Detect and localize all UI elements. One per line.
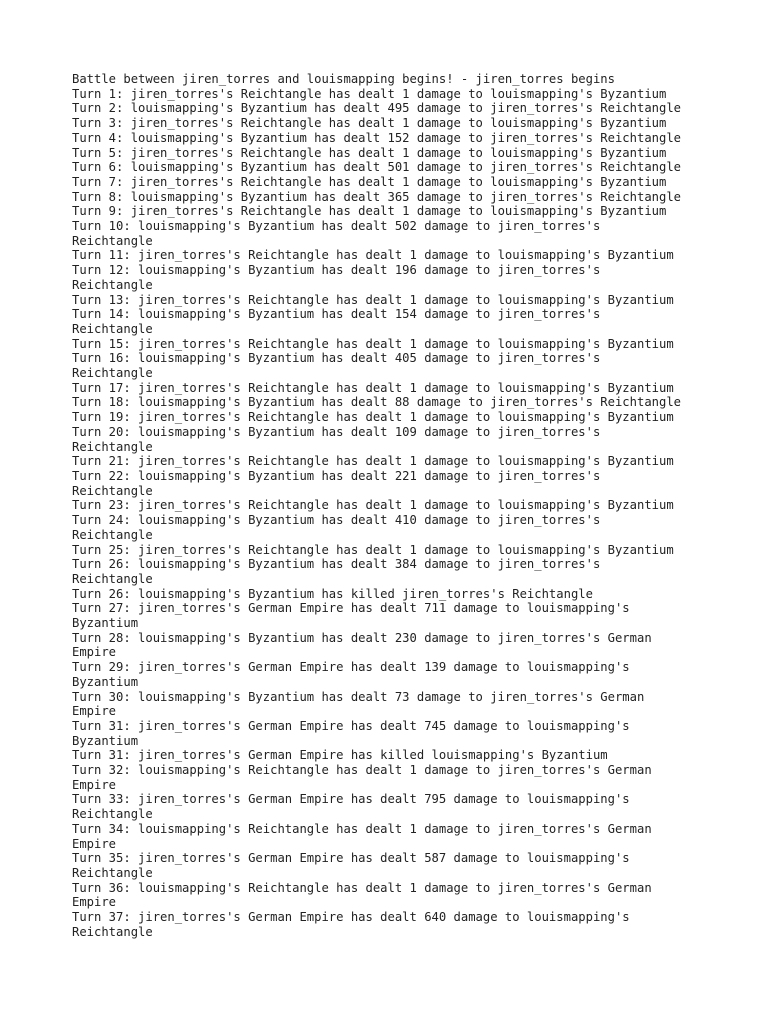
turn-line: Turn 3: jiren_torres's Reichtangle has dealt 1 damage to louismapping's Byzantium [72,116,667,131]
turn-line: Turn 21: jiren_torres's Reichtangle has dealt 1 damage to louismapping's Byzantium [72,454,674,469]
turn-line: Turn 20: louismapping's Byzantium has dealt 109 damage to jiren_torres's Reichtangle [72,424,601,454]
turn-line: Turn 30: louismapping's Byzantium has dealt 73 damage to jiren_torres's German Empire [72,689,645,719]
turn-line: Turn 37: jiren_torres's German Empire has dealt 640 damage to louismapping's Reichtangle [72,910,630,939]
turn-line: Turn 16: louismapping's Byzantium has dealt 405 damage to jiren_torres's Reichtangle [72,351,601,381]
turn-line: Turn 7: jiren_torres's Reichtangle has dealt 1 damage to louismapping's Byzantium [72,174,667,189]
turn-line: Turn 13: jiren_torres's Reichtangle has dealt 1 damage to louismapping's Byzantium [72,292,674,307]
turn-line: Turn 2: louismapping's Byzantium has dealt 495 damage to jiren_torres's Reichtangle [72,101,682,116]
battle-start-line: Battle between jiren_torres and louismapping begins! - jiren_torres begins [72,72,615,86]
turn-line: Turn 31: jiren_torres's German Empire has dealt 745 damage to louismapping's Byzantium [72,718,630,748]
turn-line: Turn 26: louismapping's Byzantium has killed jiren_torres's Reichtangle [72,586,593,601]
turn-line: Turn 9: jiren_torres's Reichtangle has dealt 1 damage to louismapping's Byzantium [72,204,667,219]
turn-line: Turn 24: louismapping's Byzantium has dealt 410 damage to jiren_torres's Reichtangle [72,513,601,542]
turn-line: Turn 28: louismapping's Byzantium has dealt 230 damage to jiren_torres's German Empire [72,630,652,660]
turn-line: Turn 17: jiren_torres's Reichtangle has dealt 1 damage to louismapping's Byzantium [72,380,674,395]
turn-line: Turn 31: jiren_torres's German Empire has killed louismapping's Byzantium [72,748,608,763]
turn-line: Turn 34: louismapping's Reichtangle has dealt 1 damage to jiren_torres's German Empire [72,821,652,851]
turn-line: Turn 14: louismapping's Byzantium has dealt 154 damage to jiren_torres's Reichtangle [72,307,601,336]
turn-line: Turn 4: louismapping's Byzantium has dealt 152 damage to jiren_torres's Reichtangle [72,130,682,145]
turn-line: Turn 23: jiren_torres's Reichtangle has dealt 1 damage to louismapping's Byzantium [72,498,674,513]
turn-line: Turn 1: jiren_torres's Reichtangle has dealt 1 damage to louismapping's Byzantium [72,86,667,101]
turn-line: Turn 35: jiren_torres's German Empire has dealt 587 damage to louismapping's Reichtangle [72,851,630,880]
turn-line: Turn 18: louismapping's Byzantium has dealt 88 damage to jiren_torres's Reichtangle [72,395,682,410]
turn-line: Turn 6: louismapping's Byzantium has dealt 501 damage to jiren_torres's Reichtangle [72,160,682,175]
battle-log [72,72,700,939]
turn-line: Turn 25: jiren_torres's Reichtangle has dealt 1 damage to louismapping's Byzantium [72,542,674,557]
turn-line: Turn 29: jiren_torres's German Empire has dealt 139 damage to louismapping's Byzantium [72,660,630,689]
turn-line: Turn 19: jiren_torres's Reichtangle has dealt 1 damage to louismapping's Byzantium [72,410,674,425]
turn-line: Turn 26: louismapping's Byzantium has dealt 384 damage to jiren_torres's Reichtangle [72,557,601,586]
turn-line: Turn 33: jiren_torres's German Empire has dealt 795 damage to louismapping's Reichtangle [72,792,630,822]
turn-line: Turn 5: jiren_torres's Reichtangle has dealt 1 damage to louismapping's Byzantium [72,145,667,160]
turn-line: Turn 10: louismapping's Byzantium has dealt 502 damage to jiren_torres's Reichtangle [72,219,601,248]
turn-line: Turn 27: jiren_torres's German Empire has dealt 711 damage to louismapping's Byzantium [72,601,630,631]
turn-line: Turn 22: louismapping's Byzantium has dealt 221 damage to jiren_torres's Reichtangle [72,468,601,498]
turn-line: Turn 36: louismapping's Reichtangle has dealt 1 damage to jiren_torres's German Empire [72,880,652,910]
turn-line: Turn 8: louismapping's Byzantium has dealt 365 damage to jiren_torres's Reichtangle [72,189,682,204]
turn-line: Turn 11: jiren_torres's Reichtangle has dealt 1 damage to louismapping's Byzantium [72,248,674,263]
turn-line: Turn 12: louismapping's Byzantium has dealt 196 damage to jiren_torres's Reichtangle [72,263,601,292]
turn-line: Turn 15: jiren_torres's Reichtangle has dealt 1 damage to louismapping's Byzantium [72,336,674,351]
turn-line: Turn 32: louismapping's Reichtangle has dealt 1 damage to jiren_torres's German Empire [72,763,652,792]
